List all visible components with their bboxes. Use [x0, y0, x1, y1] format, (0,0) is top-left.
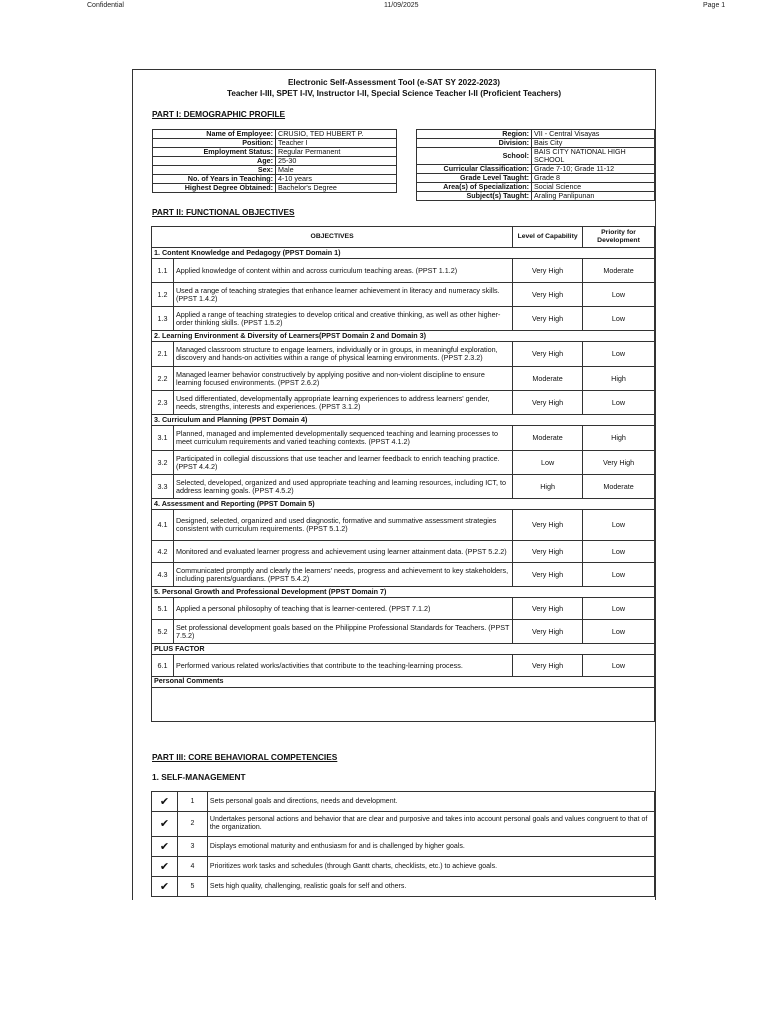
demographic-label: Highest Degree Obtained:: [153, 184, 276, 193]
objective-number: 2.2: [152, 367, 174, 391]
objective-number: 4.3: [152, 563, 174, 587]
header-date: 11/09/2025: [384, 2, 419, 9]
demographic-label: No. of Years in Teaching:: [153, 175, 276, 184]
demographic-label: Position:: [153, 139, 276, 148]
development-priority: Moderate: [583, 475, 655, 499]
demographic-label: Age:: [153, 157, 276, 166]
development-priority: High: [583, 426, 655, 451]
demographic-value: Teacher I: [276, 139, 397, 148]
personal-comments-box[interactable]: [152, 688, 655, 722]
objective-text: Communicated promptly and clearly the learners' needs, progress and achievement to key stakeholders, including parents/guardians. (PPST 5.4.2): [173, 563, 512, 587]
competency-number: 2: [177, 812, 207, 837]
demographic-value: BAIS CITY NATIONAL HIGH SCHOOL: [532, 148, 655, 165]
demographic-label: Name of Employee:: [153, 130, 276, 139]
objective-text: Designed, selected, organized and used diagnostic, formative and summative assessment strategies consistent with curriculum requirements. (PPST 5.1.2): [173, 510, 512, 541]
demographic-label: Grade Level Taught:: [417, 174, 532, 183]
demographic-table-right: [416, 129, 655, 201]
demographic-value: Social Science: [532, 183, 655, 192]
demographic-value: Araling Panlipunan: [532, 192, 655, 201]
competency-number: 4: [177, 857, 207, 877]
capability-level: Very High: [513, 655, 583, 677]
domain-header-row: [152, 587, 655, 598]
demographic-value: Bais City: [532, 139, 655, 148]
objective-text: Used a range of teaching strategies that enhance learner achievement in literacy and numeracy skills. (PPST 1.4.2): [173, 283, 512, 307]
domain-title: 4. Assessment and Reporting (PPST Domain 5): [152, 499, 655, 510]
form-subtitle: Teacher I-III, SPET I-IV, Instructor I-II, Special Science Teacher I-II (Proficient Teachers): [226, 89, 562, 98]
demographic-value: Male: [276, 166, 397, 175]
objective-text: Managed learner behavior constructively by applying positive and non-violent discipline to ensure learning focused environments. (PPST 2.6.2): [173, 367, 512, 391]
capability-level: Very High: [513, 510, 583, 541]
capability-level: Very High: [513, 283, 583, 307]
col-header-level: Level of Capability: [513, 227, 583, 248]
objective-row: [152, 307, 655, 331]
form-title: Electronic Self-Assessment Tool (e-SAT SY 2022-2023): [287, 78, 501, 87]
competency-number: 5: [177, 877, 207, 897]
capability-level: Very High: [513, 391, 583, 415]
demographic-row: [153, 157, 397, 166]
objective-row: [152, 259, 655, 283]
capability-level: Moderate: [513, 426, 583, 451]
competency-number: 3: [177, 837, 207, 857]
development-priority: Very High: [583, 451, 655, 475]
objective-number: 3.2: [152, 451, 174, 475]
objective-text: Selected, developed, organized and used appropriate teaching and learning resources, including ICT, to address learning goals. (PPST 4.5.2): [173, 475, 512, 499]
objective-row: [152, 367, 655, 391]
development-priority: Low: [583, 307, 655, 331]
col-header-priority: Priority for Development: [583, 227, 655, 248]
demographic-row: [417, 192, 655, 201]
objective-row: [152, 342, 655, 367]
demographic-value: CRUSIO, TED HUBERT P.: [276, 130, 397, 139]
objective-number: 2.1: [152, 342, 174, 367]
objective-text: Managed classroom structure to engage learners, individually or in groups, in meaningful exploration, discovery and hands-on activities within a range of physical learning environments. (PPST 2.3.2): [173, 342, 512, 367]
domain-header-row: [152, 331, 655, 342]
development-priority: Low: [583, 620, 655, 644]
capability-level: Very High: [513, 342, 583, 367]
domain-header-row: [152, 248, 655, 259]
capability-level: Very High: [513, 541, 583, 563]
demographic-row: [153, 148, 397, 157]
objective-number: 6.1: [152, 655, 174, 677]
demographic-value: Regular Permanent: [276, 148, 397, 157]
objective-row: [152, 510, 655, 541]
objective-row: [152, 563, 655, 587]
objective-text: Participated in collegial discussions that use teacher and learner feedback to enrich teaching practice. (PPST 4.4.2): [173, 451, 512, 475]
competency-row: [152, 877, 655, 897]
objective-number: 4.1: [152, 510, 174, 541]
development-priority: Low: [583, 283, 655, 307]
demographic-row: [153, 184, 397, 193]
objective-number: 3.3: [152, 475, 174, 499]
competency-text: Sets personal goals and directions, needs and development.: [207, 792, 654, 812]
objective-row: [152, 598, 655, 620]
development-priority: Moderate: [583, 259, 655, 283]
col-header-objectives: OBJECTIVES: [152, 227, 513, 248]
demographic-label: Curricular Classification:: [417, 165, 532, 174]
demographic-label: Region:: [417, 130, 532, 139]
domain-header-row: [152, 415, 655, 426]
objective-text: Applied a range of teaching strategies to develop critical and creative thinking, as well as other higher-order thinking skills. (PPST 1.5.2): [173, 307, 512, 331]
capability-level: Very High: [513, 307, 583, 331]
competency-text: Undertakes personal actions and behavior that are clear and purposive and takes into account personal goals and values congruent to that of the organization.: [207, 812, 654, 837]
objective-number: 5.2: [152, 620, 174, 644]
domain-title: 5. Personal Growth and Professional Development (PPST Domain 7): [152, 587, 655, 598]
part1-heading: PART I: DEMOGRAPHIC PROFILE: [152, 109, 286, 119]
objective-row: [152, 426, 655, 451]
capability-level: Very High: [513, 563, 583, 587]
header-page-number: Page 1: [703, 2, 726, 9]
objective-text: Applied knowledge of content within and across curriculum teaching areas. (PPST 1.1.2): [173, 259, 512, 283]
objective-number: 1.1: [152, 259, 174, 283]
objective-number: 2.3: [152, 391, 174, 415]
demographic-value: Grade 8: [532, 174, 655, 183]
capability-level: Very High: [513, 598, 583, 620]
development-priority: Low: [583, 563, 655, 587]
development-priority: High: [583, 367, 655, 391]
competency-row: [152, 837, 655, 857]
capability-level: Very High: [513, 620, 583, 644]
competency-row: [152, 792, 655, 812]
development-priority: Low: [583, 342, 655, 367]
objective-number: 3.1: [152, 426, 174, 451]
competency-row: [152, 812, 655, 837]
demographic-table-left: [152, 129, 397, 193]
part3-heading: PART III: CORE BEHAVIORAL COMPETENCIES: [152, 752, 338, 762]
demographic-row: [417, 148, 655, 165]
capability-level: Moderate: [513, 367, 583, 391]
development-priority: Low: [583, 541, 655, 563]
development-priority: Low: [583, 391, 655, 415]
domain-title: 1. Content Knowledge and Pedagogy (PPST Domain 1): [152, 248, 655, 259]
objective-text: Applied a personal philosophy of teaching that is learner-centered. (PPST 7.1.2): [173, 598, 512, 620]
demographic-row: [153, 130, 397, 139]
check-icon[interactable]: ✔: [152, 877, 178, 897]
objective-text: Used differentiated, developmentally appropriate learning experiences to address learners' gender, needs, strengths, interests and experiences. (PPST 3.1.2): [173, 391, 512, 415]
capability-level: High: [513, 475, 583, 499]
objective-text: Monitored and evaluated learner progress and achievement using learner attainment data. (PPST 5.2.2): [173, 541, 512, 563]
development-priority: Low: [583, 655, 655, 677]
header-confidential: Confidential: [87, 2, 124, 9]
objective-number: 4.2: [152, 541, 174, 563]
competency-text: Prioritizes work tasks and schedules (through Gantt charts, checklists, etc.) to achieve goals.: [207, 857, 654, 877]
objective-row: [152, 391, 655, 415]
demographic-label: Employment Status:: [153, 148, 276, 157]
competency-number: 1: [177, 792, 207, 812]
self-management-table: [151, 791, 655, 897]
objective-row: [152, 655, 655, 677]
domain-header-row: [152, 677, 655, 688]
objective-row: [152, 620, 655, 644]
objective-row: [152, 283, 655, 307]
demographic-value: VII - Central Visayas: [532, 130, 655, 139]
functional-objectives-table: [151, 226, 655, 722]
personal-comments-field[interactable]: [152, 688, 655, 722]
objective-row: [152, 475, 655, 499]
objective-row: [152, 451, 655, 475]
competency-row: [152, 857, 655, 877]
demographic-value: 4-10 years: [276, 175, 397, 184]
capability-level: Very High: [513, 259, 583, 283]
objective-text: Set professional development goals based on the Philippine Professional Standards for Teachers. (PPST 7.5.2): [173, 620, 512, 644]
part2-heading: PART II: FUNCTIONAL OBJECTIVES: [152, 207, 295, 217]
domain-title: PLUS FACTOR: [152, 644, 655, 655]
demographic-row: [153, 139, 397, 148]
check-icon[interactable]: ✔: [152, 792, 178, 812]
objective-text: Planned, managed and implemented developmentally sequenced teaching and learning processes to meet curriculum requirements and varied teaching contexts. (PPST 4.1.2): [173, 426, 512, 451]
objective-number: 1.2: [152, 283, 174, 307]
capability-level: Low: [513, 451, 583, 475]
check-icon[interactable]: ✔: [152, 837, 178, 857]
demographic-value: Bachelor's Degree: [276, 184, 397, 193]
objective-row: [152, 541, 655, 563]
personal-comments-label: Personal Comments: [152, 677, 655, 688]
demographic-label: Subject(s) Taught:: [417, 192, 532, 201]
demographic-label: Sex:: [153, 166, 276, 175]
demographic-value: 25-30: [276, 157, 397, 166]
domain-title: 3. Curriculum and Planning (PPST Domain 4): [152, 415, 655, 426]
check-icon[interactable]: ✔: [152, 812, 178, 837]
competency-text: Displays emotional maturity and enthusiasm for and is challenged by higher goals.: [207, 837, 654, 857]
check-icon[interactable]: ✔: [152, 857, 178, 877]
domain-header-row: [152, 644, 655, 655]
demographic-value: Grade 7-10; Grade 11-12: [532, 165, 655, 174]
domain-header-row: [152, 499, 655, 510]
objective-number: 1.3: [152, 307, 174, 331]
self-management-heading: 1. SELF-MANAGEMENT: [152, 772, 246, 782]
objective-number: 5.1: [152, 598, 174, 620]
demographic-label: School:: [417, 148, 532, 165]
demographic-label: Division:: [417, 139, 532, 148]
competency-text: Sets high quality, challenging, realistic goals for self and others.: [207, 877, 654, 897]
domain-title: 2. Learning Environment & Diversity of Learners(PPST Domain 2 and Domain 3): [152, 331, 655, 342]
development-priority: Low: [583, 510, 655, 541]
objective-text: Performed various related works/activities that contribute to the teaching-learning process.: [173, 655, 512, 677]
esat-form-sheet: [132, 69, 656, 900]
development-priority: Low: [583, 598, 655, 620]
demographic-label: Area(s) of Specialization:: [417, 183, 532, 192]
